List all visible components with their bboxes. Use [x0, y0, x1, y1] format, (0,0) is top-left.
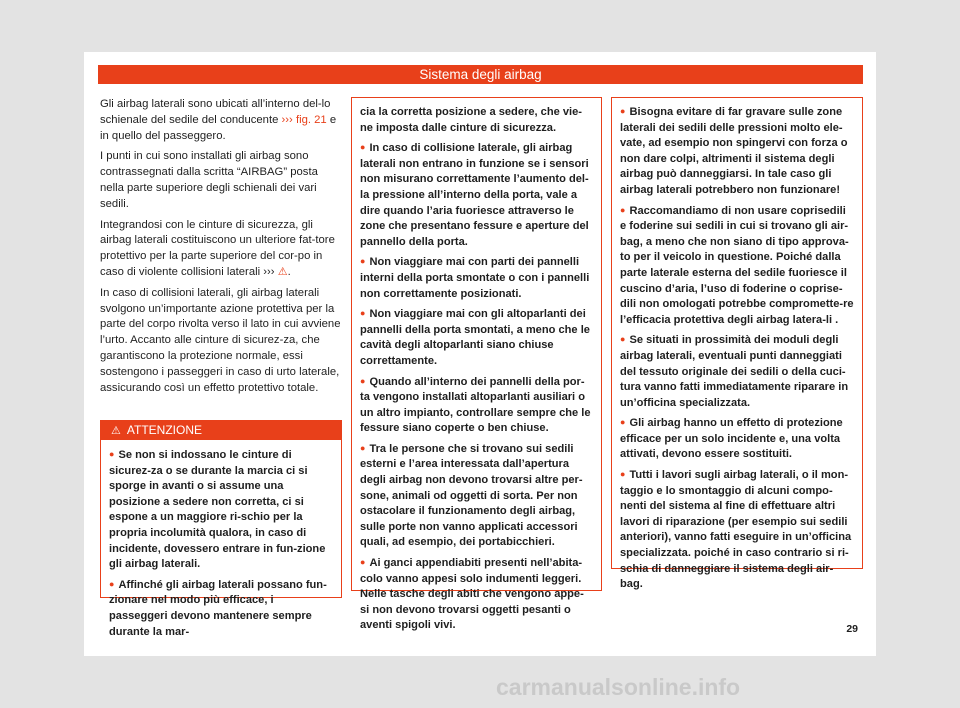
attention-box	[100, 420, 342, 638]
arrow-link-icon: ›››	[263, 265, 275, 278]
warning-link[interactable]	[263, 266, 287, 278]
attention-item: ● Se non si indossano le cinture di sicurez-za o se durante la marcia ci si sporge in avanti o si assume una posizione a sedere non corretta, ci si espone a un maggiore ri-schio per la propria incolumità qualora, in caso di incidente, dovessero entrare in fun-zione gli airbag laterali.	[109, 448, 333, 573]
attention-item: ● Bisogna evitare di far gravare sulle zone laterali dei sedili delle pressioni molto ele-vate, ad esempio non spingervi con forza o non dare colpi, altrimenti il sistema degli airbag può danneggiarsi. In tale caso gli airbag laterali potrebbero non funzionare!	[620, 105, 854, 199]
attention-item: ● In caso di collisione laterale, gli airbag laterali non entrano in funzione se i sensori non misurano correttamente l’aumento del-la pressione all’interno della porta, vale a dire quando l’aria fuoriesce attraverso le zone che presentano fessure e aperture del pannello della porta.	[360, 141, 593, 250]
attention-item: ● Affinché gli airbag laterali possano fun-zionare nel modo più efficace, i passeggeri devono mantenere sempre durante la mar-	[109, 578, 333, 640]
paragraph-3-text: Integrandosi con le cinture di sicurezza, gli airbag laterali costituiscono un ulteriore fat-tore protettivo per la parte superiore del cor-po in caso di violente collisioni laterali	[100, 218, 335, 278]
attention-item: ● Non viaggiare mai con gli altoparlanti dei pannelli della porta smontati, a meno che le cavità degli altoparlanti siano chiuse correttamente.	[360, 307, 593, 369]
figure-link[interactable]: ››› fig. 21	[281, 113, 327, 126]
paragraph-3	[100, 218, 342, 281]
attention-item: ● Ai ganci appendiabiti presenti nell’abita-colo vanno appesi solo indumenti leggeri. Nelle tasche degli abiti che vengono appe-si non devono trovarsi oggetti pesanti o aventi spigoli vivi.	[360, 556, 593, 634]
attention-item: ● Quando all’interno dei pannelli della por-ta vengono installati altoparlanti ausiliari o un altro impianto, controllare sempre che le fessure siano coperte o ben chiuse.	[360, 375, 593, 437]
attention-item: ● Tra le persone che si trovano sui sedili esterni e l’area interessata dall’apertura degli airbag non devono trovarsi altre per-sone, animali od oggetti di sorta. Per non ostacolare il funzionamento degli airbag, sulle porte non vanno applicati accessori quali, ad esempio, dei portabicchieri.	[360, 442, 593, 551]
paragraph-2: I punti in cui sono installati gli airbag sono contrassegnati dalla scritta “AIRBAG” posta nella parte superiore degli schienali dei vari sedili.	[100, 150, 318, 210]
watermark-logo: carmanualsonline.info	[496, 674, 741, 700]
paragraph-4: In caso di collisioni laterali, gli airbag laterali svolgono un’importante azione protettiva per la parte del corpo rivolta verso il lato in cui avviene l’urto. Accanto alle cinture di sicurez-za, che garantiscono la protezione normale, essi sostengono i passeggeri in caso di urto laterale, assicurando così un effetto protettivo totale.	[100, 286, 341, 394]
attention-item: ● Raccomandiamo di non usare coprisedili e foderine sui sedili in cui si trovano gli air-bag, a meno che non siano di tipo approva-to per il veicolo in questione. Poiché dalla parte laterale esterna del sedile fuoriesce il cuscino d’aria, l’uso di foderine o coprise-dili non omologati potrebbe compromette-re l’efficacia protettiva degli airbag latera-li .	[620, 204, 854, 329]
warning-icon: ⚠	[277, 265, 288, 278]
attention-item: ● Tutti i lavori sugli airbag laterali, o il mon-taggio e lo smontaggio di alcuni compo-nenti del sistema al fine di effettuare altri lavori di riparazione (per esempio sui sedili anteriori), vanno fatti eseguire in un’officina specializzata. poiché in caso contrario si ri-schia di danneggiare il sistema degli air-bag.	[620, 468, 854, 593]
attention-item: ● Se situati in prossimità dei moduli degli airbag laterali, eventuali punti danneggiati del tessuto originale dei sedili o della cuci-tura vanno fatti immediatamente riparare in un’officina specializzata.	[620, 333, 854, 411]
paragraph-1-tail: e in quello del passeggero.	[100, 113, 337, 142]
paragraph-3-end: .	[287, 265, 291, 278]
paragraph-1	[100, 97, 342, 144]
attention-continuation-box	[351, 97, 602, 632]
attention-item: ● Non viaggiare mai con parti dei pannelli interni della porta smontate o con i pannelli non correttamente posizionati.	[360, 255, 593, 302]
intro-column	[100, 97, 342, 401]
section-header: Sistema degli airbag	[98, 65, 863, 84]
page-number: 29	[846, 623, 858, 635]
attention-item: ● Gli airbag hanno un effetto di protezione efficace per un solo incidente e, una volta attivati, devono essere sostituiti.	[620, 416, 854, 463]
continuation-text: cia la corretta posizione a sedere, che vie-ne imposta dalle cinture di sicurezza.	[360, 106, 582, 134]
attention-title: ATTENZIONE	[126, 423, 202, 437]
attention-continuation-box-2	[611, 97, 863, 591]
warning-icon: ⚠	[111, 425, 121, 437]
attention-title-bar	[101, 421, 341, 440]
paragraph-1-text: Gli airbag laterali sono ubicati all’interno del-lo schienale del sedile del conducente	[100, 98, 331, 126]
manual-page	[84, 52, 876, 656]
